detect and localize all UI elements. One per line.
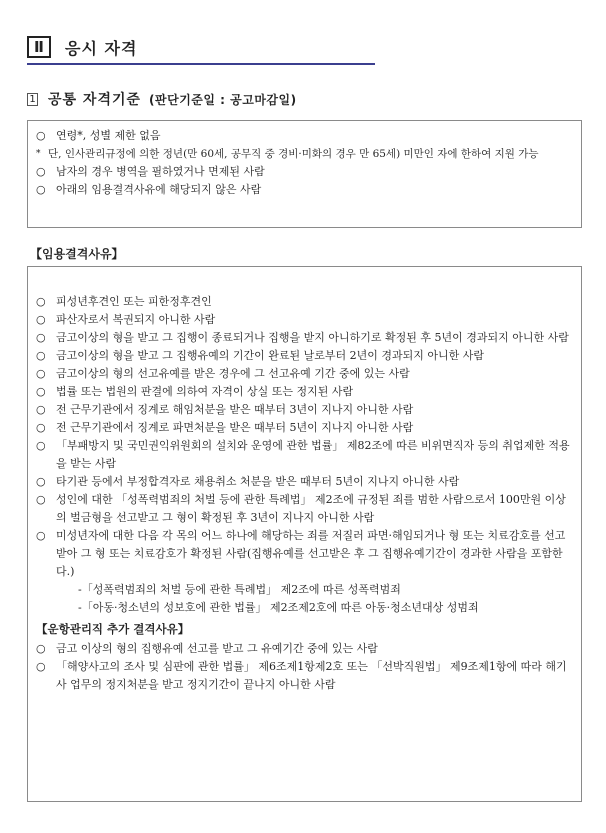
circle-bullet-icon: ○ [36,421,46,434]
circle-bullet-icon: ○ [36,493,46,506]
item-text: 금고이상의 형의 선고유예를 받은 경우에 그 선고유예 기간 중에 있는 사람 [56,367,410,380]
circle-bullet-icon: ○ [36,642,46,655]
circle-bullet-icon: ○ [36,660,46,673]
circle-bullet-icon: ○ [36,183,46,196]
list-item [36,419,571,437]
list-item [36,293,571,311]
list-item [36,473,571,491]
item-text: 성인에 대한 「성폭력범죄의 처벌 등에 관한 특례법」 제2조에 규정된 죄를 범한 사람으로서 100만원 이상의 벌금형을 선고받고 그 형이 확정된 후 3년이 지나지 아니한 사람 [56,493,566,524]
sub-list-item: -「아동·청소년의 성보호에 관한 법률」 제2조제2호에 따른 아동·청소년대상 성범죄 [78,601,479,614]
item-text: 타기관 등에서 부정합격자로 채용취소 처분을 받은 때부터 5년이 지나지 아니한 사람 [56,475,460,488]
list-item [36,163,571,181]
list-item [36,527,571,581]
list-item [36,491,571,527]
circle-bullet-icon: ○ [36,313,46,326]
list-item [36,383,571,401]
list-item [36,181,571,199]
section-title: 응시 자격 [65,38,138,58]
item-text: 「부패방지 및 국민권익위원회의 설치와 운영에 관한 법률」 제82조에 따른 비위면직자 등의 취업제한 적용을 받는 사람 [56,439,570,470]
item-text: 연령*, 성별 제한 없음 [56,129,161,142]
common-criteria-box [27,120,582,228]
circle-bullet-icon: ○ [36,475,46,488]
item-text: 단, 인사관리규정에 의한 정년(만 60세, 공무직 중 경비·미화의 경우 만 65세) 미만인 자에 한하여 지원 가능 [48,148,539,160]
item-text: 전 근무기관에서 징계로 해임처분을 받은 때부터 3년이 지나지 아니한 사람 [56,403,414,416]
circle-bullet-icon: ○ [36,331,46,344]
item-text: 금고이상의 형을 받고 그 집행이 종료되거나 집행을 받지 아니하기로 확정된 후 5년이 경과되지 아니한 사람 [56,331,569,344]
item-text: 「해양사고의 조사 및 심판에 관한 법률」 제6조제1항제2호 또는 「선박직원법」 제9조제1항에 따라 해기사 업무의 정지처분을 받고 정지기간이 끝나지 아니한 사람 [56,660,567,691]
subsection-number: 1 [27,93,38,106]
item-text: 미성년자에 대한 다음 각 목의 어느 하나에 해당하는 죄를 저질러 파면·해임되거나 형 또는 치료감호를 선고받아 그 형 또는 치료감호가 확정된 사람(집행유예를 선고받은 후 그 집행유예기간이 경과한 사람을 포함한다.) [56,529,566,578]
list-item [36,329,571,347]
circle-bullet-icon: ○ [36,385,46,398]
common-criteria-header [27,89,297,109]
item-text: 피성년후견인 또는 피한정후견인 [56,295,212,308]
subsection-note: (판단기준일 : 공고마감일) [149,92,297,107]
item-text: 금고이상의 형을 받고 그 집행유예의 기간이 완료된 날로부터 2년이 경과되지 아니한 사람 [56,349,484,362]
list-item [36,640,571,658]
disqualification-box [27,266,582,802]
circle-bullet-icon: ○ [36,439,46,452]
item-text: 파산자로서 복권되지 아니한 사람 [56,313,216,326]
item-text: 남자의 경우 병역을 필하였거나 면제된 사람 [56,165,265,178]
list-item [36,311,571,329]
list-item [36,658,571,694]
subsection-title: 공통 자격기준 [48,92,142,108]
circle-bullet-icon: ○ [36,165,46,178]
item-text: 금고 이상의 형의 집행유예 선고를 받고 그 유예기간 중에 있는 사람 [56,642,378,655]
list-item-note [36,145,571,163]
item-text: 전 근무기관에서 징계로 파면처분을 받은 때부터 5년이 지나지 아니한 사람 [56,421,414,434]
circle-bullet-icon: ○ [36,295,46,308]
list-item [36,437,571,473]
extra-disqualification-label: 【운항관리직 추가 결격사유】 [36,622,190,636]
circle-bullet-icon: ○ [36,129,46,142]
list-item [36,365,571,383]
section-header [27,35,375,65]
circle-bullet-icon: ○ [36,349,46,362]
list-item [36,401,571,419]
item-text: 아래의 임용결격사유에 해당되지 않은 사람 [56,183,262,196]
circle-bullet-icon: ○ [36,403,46,416]
circle-bullet-icon: ○ [36,529,46,542]
circle-bullet-icon: ○ [36,367,46,380]
section-number: Ⅱ [27,36,51,58]
list-item [36,127,571,145]
sub-list-item: -「성폭력범죄의 처벌 등에 관한 특례법」 제2조에 따른 성폭력범죄 [78,583,401,596]
list-item [36,347,571,365]
asterisk-bullet-icon: * [36,149,41,159]
disqualification-label: 【임용결격사유】 [30,247,124,261]
item-text: 법률 또는 법원의 판결에 의하여 자격이 상실 또는 정지된 사람 [56,385,354,398]
